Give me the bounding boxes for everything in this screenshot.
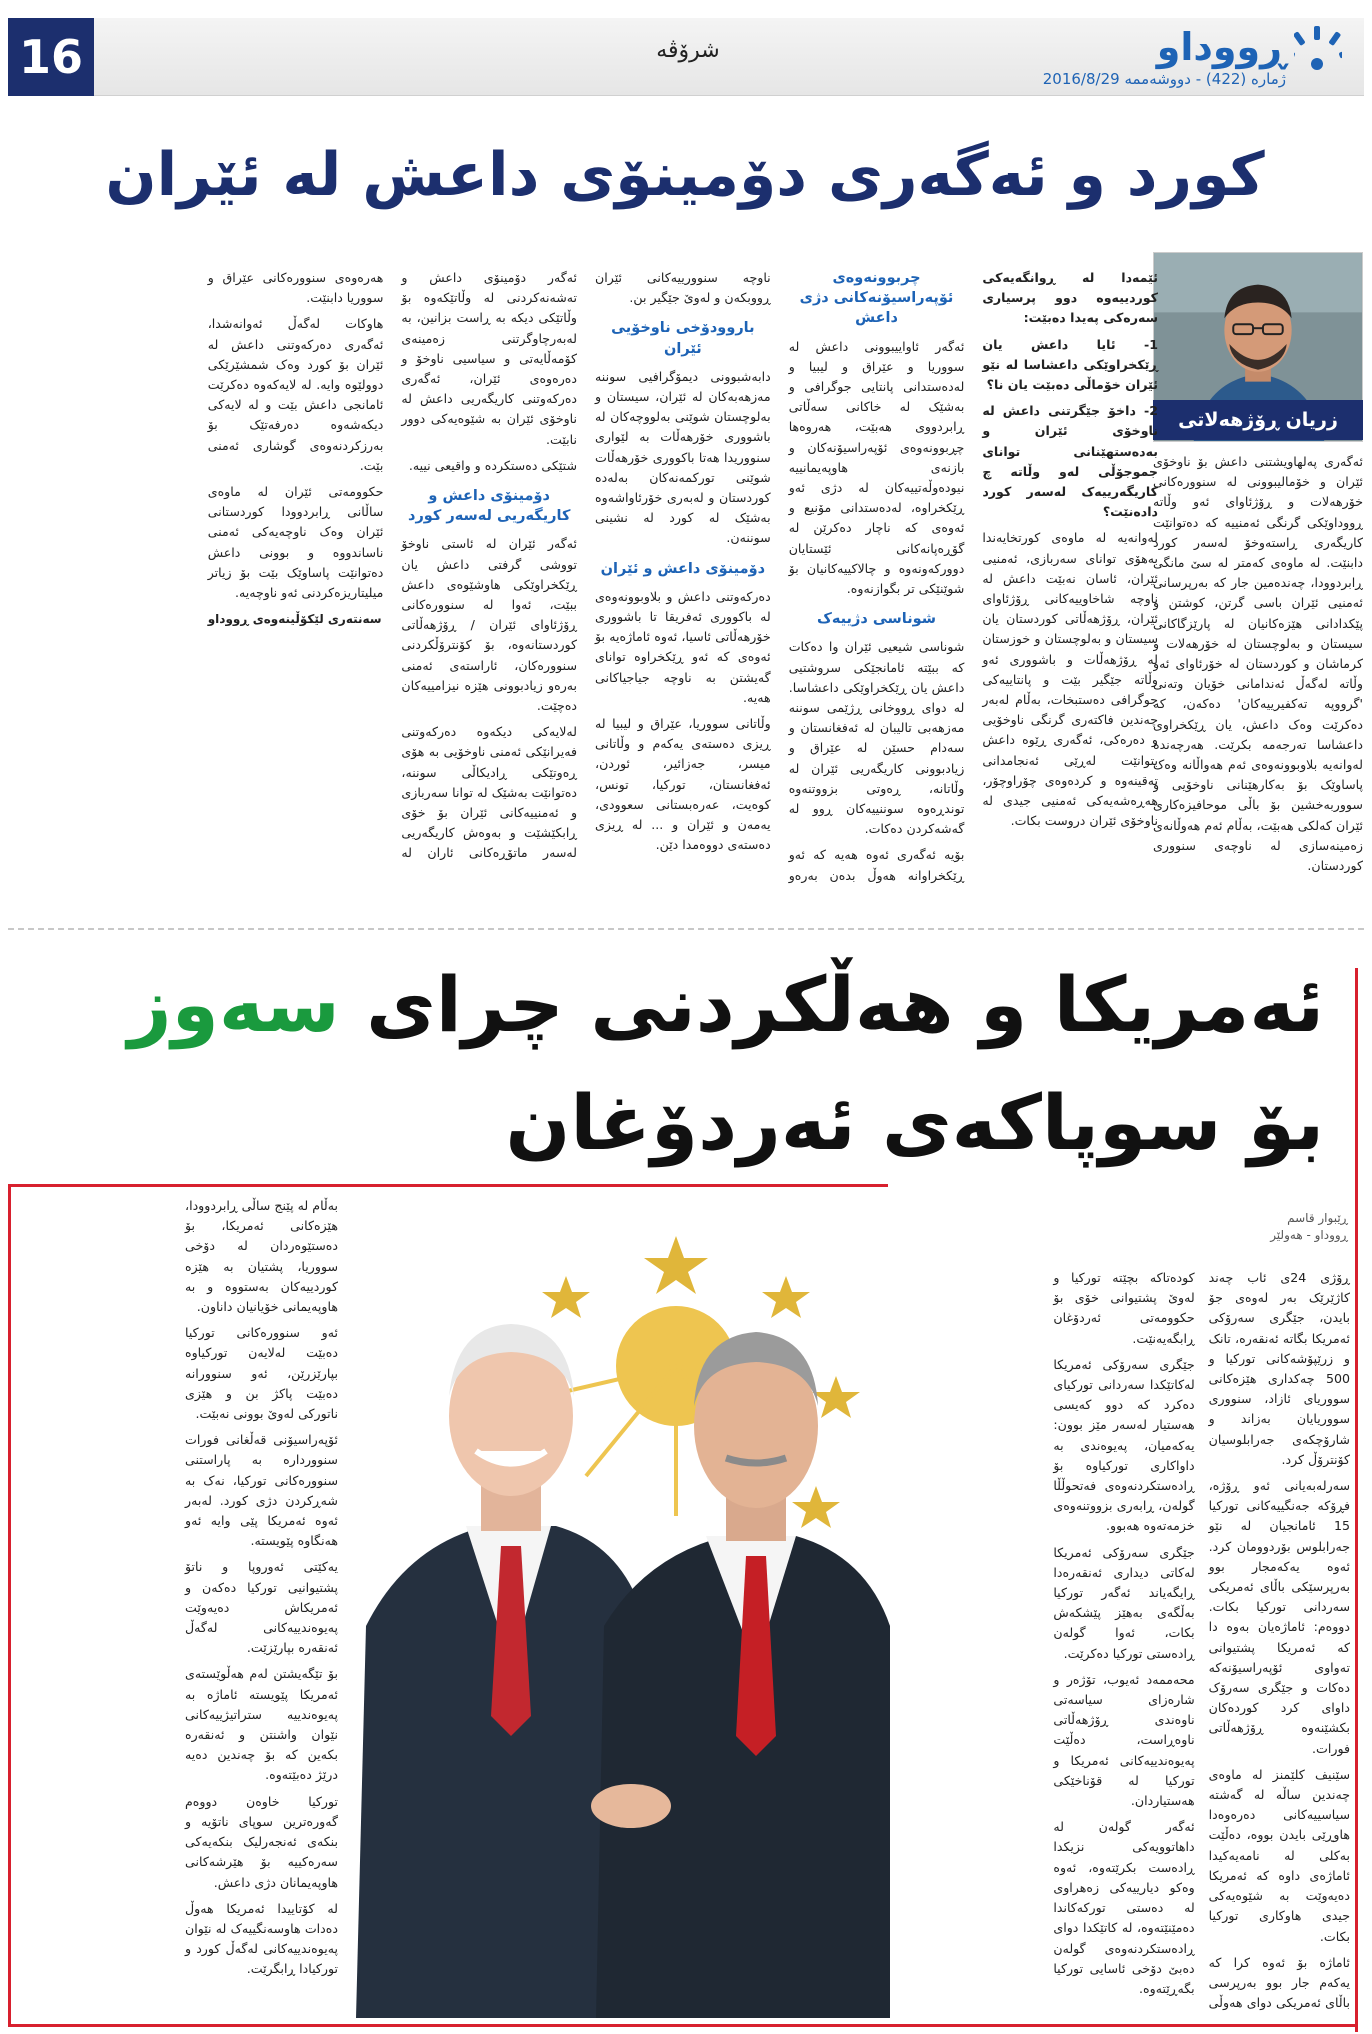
article2-paragraph: یەکێتی ئەوروپا و ناتۆ پشتیوانیی تورکیا دەکەن و ئەمریکاش دەیەوێت پەیوەندییەکانی لەگەڵ ئەنقەرە بپارێزێت.: [185, 1559, 338, 1656]
article1-questions-intro: ئێمەدا لە ڕوانگەیەکی کوردییەوە دوو پرسیاری سەرەکی پەیدا دەبێت:: [982, 270, 1158, 326]
article2-paragraph: بۆ تێگەیشتن لەم هەڵوێستەی ئەمریکا پێویستە ئاماژە بە پەیوەندییە ستراتیژییەکانی نێوان واشنتن و ئەنقەرە بکەین کە بۆ چەندین دەیە درێژ دەبێتەوە.: [185, 1666, 338, 1783]
article1-intro-column: [1153, 452, 1363, 890]
logo-text: ڕووداو: [1156, 25, 1286, 69]
article2-body-right: [898, 1218, 1350, 2018]
article1-paragraph: شتێکی دەستکردە و واقیعی نییە.: [408, 457, 578, 473]
article1-paragraph: هاوکات لەگەڵ ئەوانەشدا، ئەگەری دەرکەوتنی داعش لە ئێران بۆ کورد وەک شمشێرێکی دوولێوە وایە. لە لایەکەوە دەکرێت ئامانجی داعش بێت و لە لایەکی دیکەشەوە دەرفەتێک بۆ بەرزکردنەوەی گوشاری ئەمنی بێت.: [207, 316, 384, 473]
article2-paragraph: ڕۆژی 24ی ئاب چەند کاژێرێک بەر لەوەی جۆ بایدن، جێگری سەرۆکی ئەمریکا بگاتە ئەنقەرە، تانک و زرێپۆشەکانی تورکیا و 500 چەکداری هێزەکانی سووریای ئازاد، سنووری سووریایان بەزاند و شارۆچکەی جەرابلوسیان کۆنترۆڵ کرد.: [1208, 1270, 1350, 1467]
article1-paragraph: لەلایەکی دیکەوە دەرکەوتنی فەیرانێکی ئەمنی ناوخۆیی بە هۆی ڕەوتێکی ڕادیکاڵی سوننە، دەتوانێت بەشێک لە توانا سەربازی و ئەمنییەکانی ئێران بۆ خۆی ڕابکێشێت و بەوەش کاریگەریی لەسەر ماتۆڕەکانی ئاران لە هەرەوەی سنوورەکانی عێراق و سووریا دابنێت.: [207, 270, 578, 861]
photo-handshake: [346, 1196, 890, 2018]
article2-headline-line2: بۆ سوپاکەی ئەردۆغان: [505, 1078, 1324, 1167]
article2-paragraph: ئەو سنوورەکانی تورکیا دەبێت لەلایەن تورکیاوە بپارێزرێن، ئەو سنوورانە دەبێت پاکژ بن و هێزی ناتورکی لەوێ بوونی نەبێت.: [185, 1325, 338, 1422]
issue-date: ژمارە (422) - دووشەممە 2016/8/29: [1042, 70, 1286, 88]
article2-paragraph: ئاماژە بۆ ئەوە کرا کە یەکەم جار بوو بەرپرسی باڵای ئەمریکی دوای هەوڵی کودەتاکە بچێتە تورکیا و لەوێ پشتیوانی خۆی بۆ حکوومەتی ئەردۆغان ڕابگەیەنێت.: [1053, 1270, 1350, 2011]
page-header: [8, 18, 1364, 96]
article2-paragraph: جێگری سەرۆکی ئەمریکا لەکاتی دیداری ئەنقەرەدا ڕایگەیاند ئەگەر تورکیا بەڵگەی بەهێز پێشکەش بکات، ئەوا گولەن ڕادەستی تورکیا دەکرێت.: [1053, 1544, 1195, 1661]
article1-subhead: چربوونەوەی ئۆپەراسیۆنەکانی دژی داعش: [799, 270, 954, 327]
article1-signoff: سەنتەری لێکۆڵینەوەی ڕووداو: [207, 612, 382, 627]
frame-line: [8, 1184, 888, 1187]
article1-subhead: باروودۆخی ناوخۆیی ئێران: [611, 320, 755, 357]
article2-paragraph: لە کۆتاییدا ئەمریکا هەوڵ دەدات هاوسەنگییەک لە نێوان پەیوەندییەکانی لەگەڵ کورد و تورکیادا ڕابگرێت.: [185, 1900, 338, 1977]
article1-paragraph: دابەشبوونی دیمۆگرافیی سوننە مەزهەبەکان لە ئێران، سیستان و بەلوچستان شوێنی بەلووچەکان لە باشووری خۆرهەڵات بە لێواری سنووریدا هەتا باکووری خۆرهەڵات شوێنی تورکمەنەکان بەلەدە کوردستان و لەبەری خۆرئاواشەوە بەشێک لە کورد لە نشینی سوننەن.: [595, 368, 771, 546]
article1-question-1: 1- ئایا داعش یان ڕێکخراوێکی داعشاسا لە نێو ئێران خۆماڵی دەبێت یان نا؟: [982, 336, 1158, 393]
frame-line: [8, 2024, 1358, 2027]
rudaw-logo: [1112, 24, 1342, 70]
logo-sunburst-icon: [1294, 24, 1342, 70]
author-name: زریان ڕۆژهەلاتی: [1153, 400, 1363, 440]
article2-paragraph: سەرلەبەیانی ئەو ڕۆژە، فڕۆکە جەنگییەکانی تورکیا 15 ئامانجیان لە نێو جەرابلوس بۆردوومان کرد. ئەوە یەکەمجار بوو بەرپرسێکی باڵای ئەمریکی سەردانی تورکیا بکات. دووەم: ئاماژەیان بەوە دا کە ئەمریکا پشتیوانی تەواوی ئۆپەراسیۆنەکە دەکات و جێگری سەرۆک داوای کرد کوردەکان بکشێنەوە ڕۆژهەڵاتی فورات.: [1208, 1478, 1350, 1756]
article1-paragraph: حکوومەتی ئێران لە ماوەی ساڵانی ڕابردوودا کوردستانی ئێران وەک ناوچەیەکی ئەمنی ناساندووە و بوونی داعش دەتوانێت پاساوێک بێت بۆ زیاتر میلیتاریزەکردنی ئەو ناوچەیە.: [207, 484, 384, 601]
article1-question-2: 2- داخۆ جێگرتنی داعش لە ناوخۆی ئێران و بەدەستهێنانی توانای جموجۆڵی لەو وڵاتە چ کاریگەرییەک لەسەر کورد دادەنێت؟: [982, 403, 1158, 520]
article2-body-left: [18, 1196, 338, 2016]
article2-paragraph: جێگری سەرۆکی ئەمریکا لەکاتێکدا سەردانی تورکیای دەکرد کە دوو کەیسی هەستیار لەسەر مێز بوون: یەکەمیان، پەیوەندی بە داواکاری تورکیاوە بۆ ڕادەستکردنەوەی فەتحوڵڵا گولەن، ڕابەری بزووتنەوەی خزمەتەوە هەبوو.: [1053, 1356, 1195, 1534]
article1-body: [14, 268, 1158, 890]
article1-headline: کورد و ئەگەری دۆمینۆی داعش لە ئێران: [105, 140, 1265, 210]
frame-line: [8, 1184, 11, 2026]
article1-subhead: دۆمینۆی داعش و ئێران: [600, 560, 766, 577]
article2-photo: [346, 1196, 890, 2018]
headline-plain: ئەمریکا و هەڵکردنی چرای: [366, 960, 1324, 1049]
article2-headline-line1: [128, 960, 1324, 1049]
article1-paragraph: ئەگەر ئاواییبوونی داعش لە سووریا و عێراق و لیبیا و لەدەستدانی پانتایی جوگرافی و بەشێک لە خاکانی سەڵاتی ڕابردووی هەبێت، هەروەها چڕبوونەوەی ئۆپەراسیۆنەکان و بازنەی هاوپەیمانییە نیودەوڵەتییەکان لە دژی ئەو ڕێکخراوە، لەدەستدانی مۆنیع و ئەوەی کە ناچار دەکرێن لە گۆڕەپانەکانی ئێستایان دوورکەونەوە و چالاکییەکانیان بۆ شوێنێکی تر بگوازنەوە.: [788, 338, 965, 597]
frame-line: [1355, 968, 1358, 2032]
article2-paragraph: سێنیف کلێمنز لە ماوەی چەندین ساڵە لە گەشتە سیاسییەکانی دەرەوەدا هاوڕێی بایدن بووە، دەڵێت بەکلی لە نامەیەکیدا ئاماژەی داوە کە ئەمریکا دەیەوێت بە شێوەیەکی جیدی هاوکاری تورکیا بکات.: [1208, 1766, 1350, 1944]
page-number: 16: [8, 18, 94, 96]
article2-paragraph: ئۆپەراسیۆنی قەڵغانی فورات سنووردارە بە پاراستنی سنوورەکانی تورکیا، نەک بە شەڕکردن دژی کورد. لەبەر ئەوە ئەمریکا پێی وایە ئەو هەنگاوە پێویستە.: [185, 1432, 338, 1549]
article2-paragraph: محەممەد ئەیوب، تۆژەر و شارەزای سیاسەتی ناوەندی ڕۆژهەڵاتی ناوەڕاست، دەڵێت پەیوەندییەکانی ئەمریکا و تورکیا لە قۆناخێکی هەستیاردان.: [1053, 1671, 1195, 1809]
article1-intro: ئەگەری پەلهاویشتنی داعش بۆ ناوخۆی ئێران و خۆمالیبوونی لە سنوورەکانی خۆرهەلات و ڕۆژئاوای ئەو وڵاتە ڕووداوێکی گرنگی ئەمنییە کە دەتوانێت کاریگەری ڕاستەوخۆ لەسەر کورد دابنێت. لە ماوەی کەمتر لە سێ مانگی ڕابردوودا، چەندەمین جار کە بەرپرسانی ئەمنیی ئێران باسی گرتن، کوشتن و پێکدادانی هێزەکانیان لە پارێزگاکانی سیستان و بەلوچستان لە خۆرهەلات و کرماشان و کوردستان لە خۆرئاوای ئەو وڵاتە لەگەڵ ئەندامانی خۆیان وتەنی 'گرووپە تەکفیرییەکان' دەکەن، کە دەکرێت وەک داعش، یان ڕێکخراوی داعشاسا تەرجەمە بکرێت. هەرچەندە لەوانەیە بلاوبوونەوەی ئەم هەواڵانە وەک پاساوێک بۆ بەکارهێنانی ناوخۆیی و سووربەخشین بۆ باڵی موحافیزەکاری ئێران کەلکی هەبێت، بەڵام ئەم هەوڵانەی زەمینەسازی لە ناوچەی سنووری کوردستان.: [1153, 454, 1363, 874]
article1-paragraph: شوناسی شیعیی ئێران وا دەکات کە ببێتە ئامانجێکی سروشتیی داعش یان ڕێکخراوێکی داعشاسا. لە دوای ڕووخانی ڕژێمی سوننە مەزهەبی تالیبان لە ئەفغانستان و سەدام حسێن لە عێراق و زیادبوونی کاریگەریی ئێران لە وڵاتانە، ڕەوتی بزووتنەوە توندڕەوە سوننییەکان ڕوو لە گەشەکردن دەکات.: [788, 639, 965, 837]
byline-name: ڕێبوار قاسم: [1287, 1211, 1348, 1225]
article1-paragraph: بۆیە ئەگەری ئەوە هەیە کە ئەو ڕێکخراوانە هەوڵ بدەن بەرەو ناوچە سنوورییەکانی ئێران ڕووبکەن و لەوێ جێگیر بن.: [595, 270, 965, 883]
article1-paragraph: وڵاتانی سووریا، عێراق و لیبیا لە ڕیزی دەستەی یەکەم و وڵاتانی میسر، جەزائیر، ئوردن، ئەفغانستان، تورکیا، تونس، کوەیت، عەرەبستانی سعوودی، یەمەن و ئێران و ... لە ڕیزی دەستەی دووەمدا دێن.: [595, 716, 771, 853]
article2-paragraph: تورکیا خاوەن دووەم گەورەترین سوپای ناتۆیە و بنکەی ئەنجەرلیک بنکەیەکی سەرەکییە بۆ هێرشەکانی هاوپەیمانان دژی داعش.: [185, 1793, 338, 1890]
article1-paragraph: دەرکەوتنی داعش و بلاوبوونەوەی لە باکووری ئەفریقا تا باشووری خۆرهەڵاتی ئاسیا، ئەوە ئاماژەیە بۆ ئەوەی کە ئەو ڕێکخراوە توانای گەیشتن بە ناوچە جیاجیاکانی هەیە.: [595, 588, 771, 705]
headline-green-word: سەوز: [127, 960, 340, 1049]
byline-org: ڕووداو - هەولێر: [1270, 1228, 1348, 1242]
article2-paragraph: بەڵام لە پێنج ساڵی ڕابردوودا، هێزەکانی ئەمریکا، بۆ دەستێوەردان لە دۆخی سووریا، پشتیان بە هێزە کوردییەکان بەستووە و بە هاوپەیمانی خۆیانیان داناون.: [185, 1198, 338, 1315]
article1-paragraph: ئەگەر ئێران لە ئاستی ناوخۆ تووشی گرفتی داعش یان ڕێکخراوێکی هاوشێوەی داعش ببێت، ئەوا لە سنوورەکانی ڕۆژئاوای ئێران / ڕۆژهەڵاتی کوردستانەوە، بۆ کۆنترۆڵکردنی سنوورەکان، ئاراستەی ئەمنی بەرەو زیادبوونی هێزە نیزامییەکان دەچێت.: [401, 536, 578, 714]
section-divider: [8, 928, 1364, 930]
article1-subhead: شوناسی دژییەک: [817, 611, 937, 628]
handshake: [591, 1784, 671, 1828]
article1-paragraph: ئەگەر دۆمینۆی داعش و تەشەنەکردنی لە وڵاتێکەوە بۆ وڵاتێکی دیکە بە ڕاست بزانین، بە لەبەرچاوگرتنی زەمینەی کۆمەڵایەتی و سیاسیی ناوخۆ و دەرەوەی ئێران، ئەگەری دەرکەوتنی کاریگەریی داعش لە ناوخۆی ئێران بە شێوەیەکی دوور نابێت.: [401, 270, 578, 447]
article1-subhead: دۆمینۆی داعش و کاریگەریی لەسەر کورد: [408, 488, 571, 525]
article1-paragraph: لەوانەیە لە ماوەی کورتخایەندا بەهۆی توانای سەربازی، ئەمنیی ئێران، ئاسان نەبێت داعش لە ناوچە شاخاوییەکانی ڕۆژئاوای ئێران، ڕۆژهەڵاتی کوردستان یان سیستان و بەلوچستان و خوزستان لە ڕۆژهەڵات و باشووری ئەو وڵاتە جێگیر بێت و پانتاییەکی جوگرافی دەستبخات، بەڵام لەبەر چەندین فاکتەری گرنگی ناوخۆیی و دەرەکی، ئەگەری ڕێوە داعش بتوانێت لەڕێی ئەنجامدانی تەقینەوە و کردەوەی چۆراوچۆر، هەڕەشەیەکی ئەمنیی جیدی لە ناوخۆی ئێران دروست بکات.: [982, 530, 1158, 829]
section-name: شرۆڤە: [656, 38, 720, 63]
article2-paragraph: ئەگەر گولەن لە داهاتوویەکی نزیکدا ڕادەست بکرێتەوە، ئەوە وەکو دیارییەکی زەهراوی لە دەستی تورکەکاندا دەمێنێتەوە، لە کاتێکدا دوای ڕادەستکردنەوەی گولەن دەبێ دۆخی ئاسایی تورکیا بگەڕێتەوە.: [1053, 1819, 1195, 1996]
